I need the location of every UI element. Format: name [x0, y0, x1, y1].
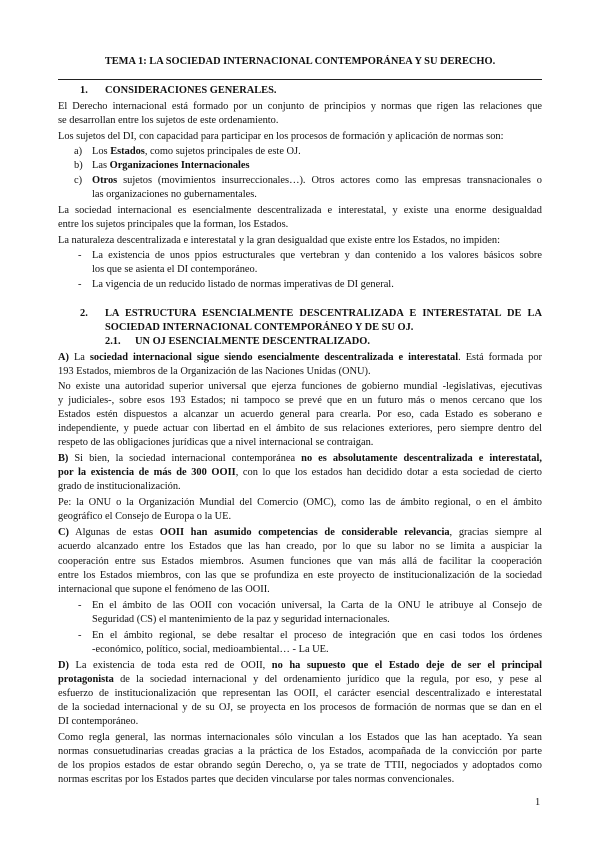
para-c-line3: cooperación entre sus Estados miembros. Asumen funciones que van más allá de facilitar la cooperación: [58, 556, 542, 567]
page-number: 1: [535, 797, 541, 808]
para-b-line3: grado de institucionalización.: [58, 481, 181, 492]
s1-p2: Los sujetos del DI, con capacidad para participar en los procesos de formación y aplicación de normas son:: [58, 131, 504, 142]
section-2-heading-line1: LA ESTRUCTURA ESENCIALMENTE DESCENTRALIZADA E INTERESTATAL DE LA: [105, 308, 542, 319]
para-b-example-line2: geográfico el Consejo de Europa o la UE.: [58, 511, 232, 522]
list-marker-c: c): [74, 175, 83, 186]
dash-marker: -: [78, 630, 82, 641]
para-d-line2: protagonista de la sociedad internacional y del ordenamiento jurídico que la regula, por eso, y pese al: [58, 674, 542, 685]
s1-p1-line2: se desarrollan entre los sujetos de este ordenamiento.: [58, 115, 279, 126]
para-a-line3: No existe una autoridad superior universal que ejerza funciones de gobierno mundial -legislativas, ejecutivas: [58, 381, 542, 392]
para-c-line1: C) Algunas de estas OOII han asumido competencias de considerable relevancia, gracias siempre al: [58, 527, 542, 538]
para-c-line4: entre los Estados miembros, con las que se profundiza en este proyecto de institucionalización de la sociedad: [58, 570, 542, 581]
para-b-example-line1: Pe: la ONU o la Organización Mundial del Comercio (OMC), como las de ámbito regional, o en el ámbito: [58, 497, 542, 508]
s1-p3-line2: entre los sujetos principales que la forman, los Estados.: [58, 219, 289, 230]
dash-marker: -: [78, 250, 82, 261]
para-d-line4: de la sociedad internacional y de su OJ, se proyecta en los procesos de formación de normas que se dan en el: [58, 702, 542, 713]
para-d-line3: esfuerzo de institucionalización que representan las OOII, el carácter esencial descentralizado e interestatal: [58, 688, 542, 699]
page-title: TEMA 1: LA SOCIEDAD INTERNACIONAL CONTEMPORÁNEA Y SU DERECHO.: [104, 56, 496, 67]
list-marker-a: a): [74, 146, 83, 157]
para-c-line5: internacional que supone el fenómeno de las OOII.: [58, 584, 270, 595]
para-d-line5: DI contemporáneo.: [58, 716, 139, 727]
para-a-line7: respeto de las obligaciones jurídicas que a nivel internacional se contraigan.: [58, 437, 374, 448]
c-dash1-line1: En el ámbito de las OOII con vocación universal, la Carta de la ONU le atribuye al Consejo de: [92, 600, 542, 611]
para-b-line2: por la existencia de más de 300 OOII, con lo que los estados han decidido dotar a esta sociedad de cierto: [58, 467, 542, 478]
list-marker-b: b): [74, 160, 83, 171]
s1-p4: La naturaleza descentralizada e interestatal y la gran desigualdad que existe entre los Estados, no impiden:: [58, 235, 501, 246]
s1-dash1-line2: los que se asienta el DI contemporáneo.: [92, 264, 258, 275]
para-a-line5: Estados estén dispuestos a alcanzar un acuerdo general para crearla. Por eso, cada Estado es soberano e: [58, 409, 542, 420]
c-dash2-line2: -económico, político, social, medioambiental… - La UE.: [92, 644, 329, 655]
section-2-heading-line2: SOCIEDAD INTERNACIONAL CONTEMPORÁNEO Y DE SU OJ.: [105, 322, 414, 333]
title-divider: [58, 79, 542, 80]
list-item-c: Otros sujetos (movimientos insurreccionales…). Otros actores como las empresas transnacionales o: [92, 175, 542, 186]
para-a-line4: y judiciales-, sobre esos 193 Estados; ni tampoco se prevé que en un futuro más o menos cercano que los: [58, 395, 542, 406]
list-item-b: Las Organizaciones Internacionales: [92, 160, 250, 171]
c-dash1-line2: Seguridad (CS) el mantenimiento de la paz y seguridad internacionales.: [92, 614, 390, 625]
para-a-line6: independiente, y puede actuar con libertad en el ámbito de sus relaciones exteriores, pero siempre dentro del: [58, 423, 542, 434]
subsection-number: 2.1.: [105, 336, 121, 347]
section-2-number: 2.: [80, 308, 88, 319]
s1-dash2: La vigencia de un reducido listado de normas imperativas de DI general.: [92, 279, 394, 290]
list-item-a: Los Estados, como sujetos principales de este OJ.: [92, 146, 301, 157]
s1-p3-line1: La sociedad internacional es esencialmente descentralizada e interestatal, y existe una enorme desigualdad: [58, 205, 542, 216]
last-para-line3: de los propios estados de estar obrando según Derecho, o, ya se trate de TTII, negociados y adoptados como: [58, 760, 542, 771]
para-d-line1: D) La existencia de toda esta red de OOII, no ha supuesto que el Estado deje de ser el principal: [58, 660, 542, 671]
section-1-number: 1.: [80, 85, 88, 96]
c-dash2-line1: En el ámbito regional, se debe resaltar el proceso de integración que en casi todos los órdenes: [92, 630, 542, 641]
s1-dash1-line1: La existencia de unos ppios estructurales que vertebran y dan contenido a los valores básicos sobre: [92, 250, 542, 261]
para-a-line1: A) La sociedad internacional sigue siendo esencialmente descentralizada e interestatal. Está formada por: [58, 352, 543, 363]
last-para-line2: normas consuetudinarias creadas gracias a la práctica de los Estados, acompañada de la convicción por parte: [58, 746, 542, 757]
section-1-heading: CONSIDERACIONES GENERALES.: [105, 85, 277, 96]
list-item-c-cont: las organizaciones no gubernamentales.: [92, 189, 257, 200]
subsection-heading: UN OJ ESENCIALMENTE DESCENTRALIZADO.: [135, 336, 370, 347]
last-para-line4: normas escritas por los Estados partes que deciden vincularse por tales normas convencionales.: [58, 774, 455, 785]
dash-marker: -: [78, 279, 82, 290]
para-c-line2: acuerdo alcanzado entre los Estados que las han creado, por lo que su labor no se limita a auspiciar la: [58, 541, 542, 552]
para-a-line2: 193 Estados, miembros de la Organización de las Naciones Unidas (ONU).: [58, 366, 371, 377]
s1-p1-line1: El Derecho internacional está formado por un conjunto de principios y normas que rigen las relaciones que: [58, 101, 542, 112]
dash-marker: -: [78, 600, 82, 611]
para-b-line1: B) Si bien, la sociedad internacional contemporánea no es absolutamente descentralizada e interestatal,: [58, 453, 542, 464]
last-para-line1: Como regla general, las normas internacionales sólo vinculan a los Estados que las han aceptado. Ya sean: [58, 732, 542, 743]
